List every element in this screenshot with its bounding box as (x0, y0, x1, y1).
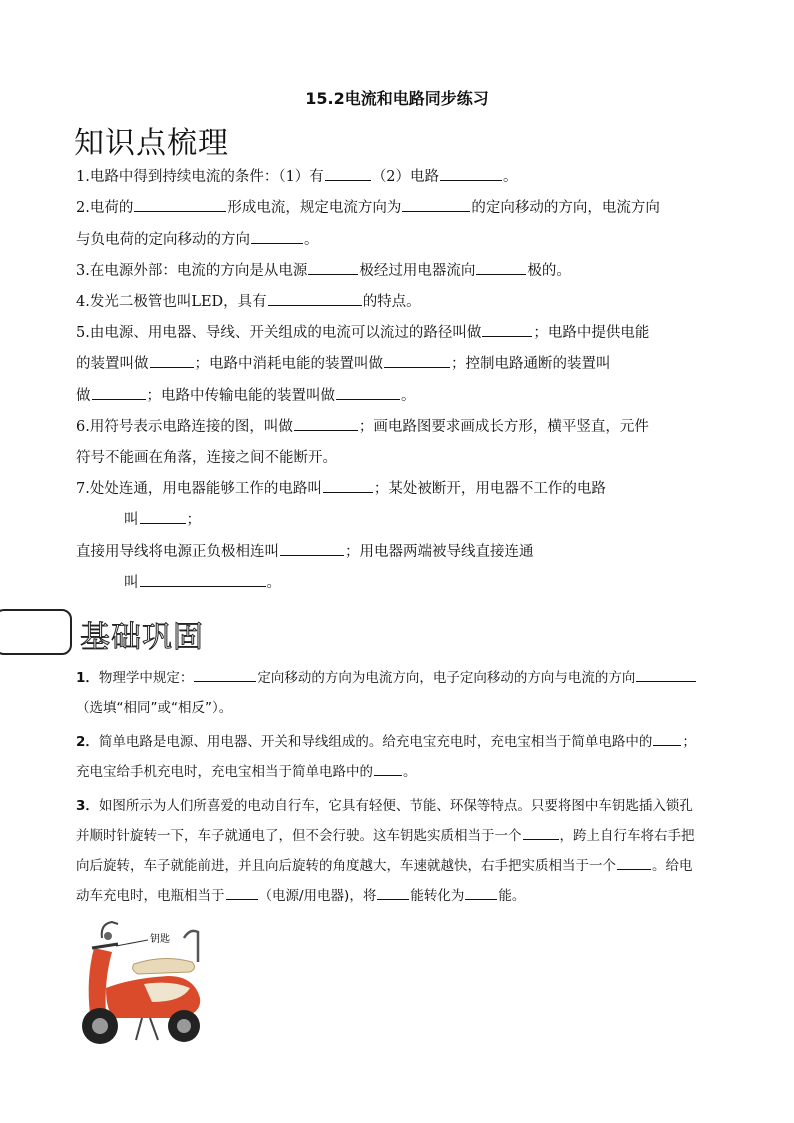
answer-blank[interactable] (280, 541, 344, 556)
knowledge-line-2: 2.电荷的 形成电流，规定电流方向为 的定向移动的方向，电流方向 (76, 196, 660, 217)
answer-blank[interactable] (476, 260, 526, 275)
answer-blank[interactable] (523, 825, 559, 840)
knowledge-line-5: 4.发光二极管也叫LED，具有 的特点。 (76, 290, 421, 311)
answer-blank[interactable] (308, 260, 358, 275)
question-2: 2．简单电路是电源、用电器、开关和导线组成的。给充电宝充电时，充电宝相当于简单电路中的 ； (76, 730, 696, 750)
question-3-line-4: 动车充电时，电瓶相当于 （电源/用电器)，将 能转化为 能。 (76, 884, 525, 904)
question-3-line-3: 向后旋转，车子就能前进，并且向后旋转的角度越大，车速就越快，右手把实质相当于一个 。给电 (76, 854, 693, 874)
page-title: 15.2电流和电路同步练习 (305, 89, 489, 108)
question-1-cont: （选填“相同”或“相反”）。 (76, 700, 233, 716)
answer-blank[interactable] (268, 291, 362, 306)
knowledge-line-6: 5.由电源、用电器、导线、开关组成的电流可以流过的路径叫做 ；电路中提供电能 (76, 321, 649, 342)
question-2-cont: 充电宝给手机充电时，充电宝相当于简单电路中的 。 (76, 760, 417, 780)
answer-blank[interactable] (323, 478, 373, 493)
answer-blank[interactable] (636, 667, 696, 682)
answer-blank[interactable] (377, 885, 409, 900)
answer-blank[interactable] (140, 509, 186, 524)
answer-blank[interactable] (325, 166, 371, 181)
knowledge-line-13: 直接用导线将电源正负极相连叫 ；用电器两端被导线直接连通 (76, 540, 534, 561)
answer-blank[interactable] (226, 885, 258, 900)
knowledge-line-12: 叫 ； (124, 508, 201, 529)
key-label: 钥匙 (150, 934, 170, 945)
section-heading-knowledge: 知识点梳理 (74, 126, 229, 161)
section-heading-basics: 基础巩固 (80, 620, 204, 655)
answer-blank[interactable] (482, 322, 532, 337)
answer-blank[interactable] (336, 385, 400, 400)
answer-blank[interactable] (134, 197, 226, 212)
answer-blank[interactable] (402, 197, 470, 212)
answer-blank[interactable] (150, 353, 194, 368)
question-3-line-2: 并顺时针旋转一下，车子就通电了，但不会行驶。这车钥匙实质相当于一个 ，跨上自行车将右手把 (76, 824, 695, 844)
answer-blank[interactable] (374, 761, 402, 776)
answer-blank[interactable] (384, 353, 450, 368)
knowledge-line-4: 3.在电源外部：电流的方向是从电源 极经过用电器流向 极的。 (76, 259, 571, 280)
question-1: 1．物理学中规定： 定向移动的方向为电流方向，电子定向移动的方向与电流的方向 (76, 666, 697, 686)
knowledge-line-7: 的装置叫做 ；电路中消耗电能的装置叫做 ；控制电路通断的装置叫 (76, 352, 611, 373)
knowledge-line-8: 做 ；电路中传输电能的装置叫做 。 (76, 384, 416, 405)
answer-blank[interactable] (294, 416, 358, 431)
knowledge-line-1: 1.电路中得到持续电流的条件：（1）有 （2）电路 。 (76, 165, 518, 186)
answer-blank[interactable] (653, 731, 681, 746)
answer-blank[interactable] (140, 572, 266, 587)
answer-blank[interactable] (194, 667, 256, 682)
question-3: 3．如图所示为人们所喜爱的电动自行车，它具有轻便、节能、环保等特点。只要将图中车钥匙插入锁孔 (76, 798, 693, 814)
answer-blank[interactable] (92, 385, 146, 400)
section-label-box (0, 609, 72, 655)
answer-blank[interactable] (440, 166, 502, 181)
knowledge-line-10: 符号不能画在角落，连接之间不能断开。 (76, 450, 337, 466)
knowledge-line-3: 与负电荷的定向移动的方向 。 (76, 228, 319, 249)
knowledge-line-11: 7.处处连通，用电器能够工作的电路叫 ；某处被断开，用电器不工作的电路 (76, 477, 606, 498)
knowledge-line-14: 叫 。 (124, 571, 281, 592)
answer-blank[interactable] (465, 885, 497, 900)
knowledge-line-9: 6.用符号表示电路连接的图，叫做 ；画电路图要求画成长方形，横平竖直，元件 (76, 415, 649, 436)
electric-scooter-image (72, 918, 212, 1048)
answer-blank[interactable] (251, 229, 303, 244)
answer-blank[interactable] (617, 855, 651, 870)
